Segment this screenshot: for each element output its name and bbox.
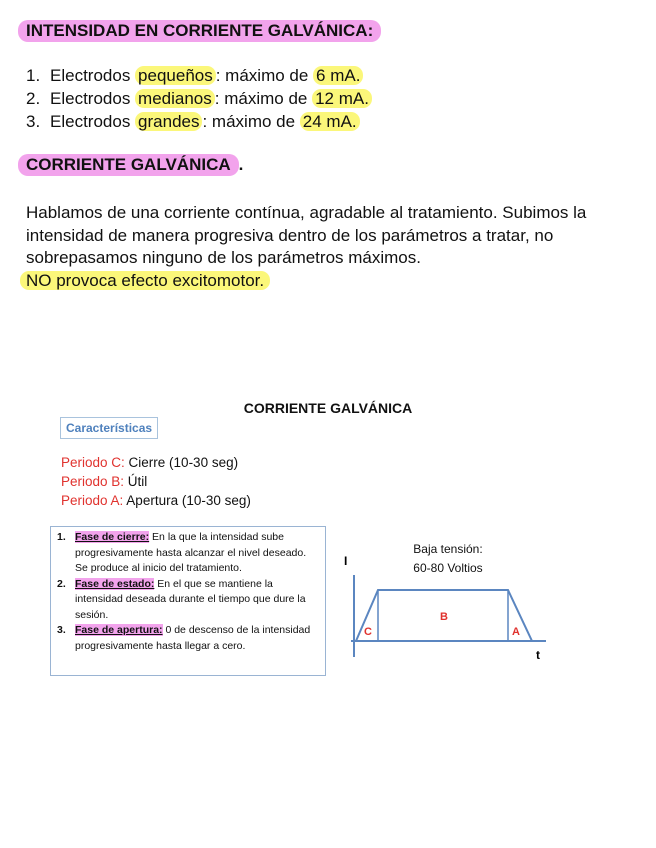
label-b: B xyxy=(440,611,448,623)
section-title-intensity: INTENSIDAD EN CORRIENTE GALVÁNICA: xyxy=(18,21,381,41)
phases-box xyxy=(50,526,326,676)
characteristics-label: Características xyxy=(60,417,158,439)
list-item: 1. Fase de cierre: En la que la intensidad sube progresivamente hasta alcanzar el nivel deseado. Se produce al inicio del tratamiento. xyxy=(57,531,307,574)
label-a: A xyxy=(512,626,520,638)
list-item: 3. Electrodos grandes : máximo de 24 mA. xyxy=(26,110,372,133)
slide-title: CORRIENTE GALVÁNICA xyxy=(243,400,413,416)
y-axis-label: I xyxy=(344,554,348,568)
note-text: NO provoca efecto excitomotor. xyxy=(20,271,270,290)
list-item: 3. Fase de apertura: 0 de descenso de la intensidad progresivamente hasta llegar a cero. xyxy=(57,624,311,652)
description-text: Hablamos de una corriente contínua, agradable al tratamiento. Subimos la intensidad de manera progresiva dentro de los parámetros a tratar, no sobrepasamos ninguno de los parámetros máximos. xyxy=(26,203,587,267)
period-b: Periodo B: Útil xyxy=(61,474,148,489)
section-title-galvanic: CORRIENTE GALVÁNICA . xyxy=(18,155,243,175)
period-c: Periodo C: Cierre (10-30 seg) xyxy=(61,455,239,470)
label-c: C xyxy=(364,626,372,638)
description-paragraph xyxy=(26,202,606,292)
list-item: 2. Fase de estado: En el que se mantiene la intensidad deseada durante el tiempo que dure la sesión. xyxy=(57,577,306,621)
voltage-range-label: 60-80 Voltios xyxy=(413,561,483,575)
electrode-limits-list xyxy=(26,64,372,133)
low-voltage-label: Baja tensión: xyxy=(413,542,483,556)
period-a: Periodo A: Apertura (10-30 seg) xyxy=(61,493,251,508)
list-item: 2. Electrodos medianos : máximo de 12 mA. xyxy=(26,87,372,110)
trapezoid-graph xyxy=(336,535,556,665)
list-item: 1. Electrodos pequeños : máximo de 6 mA. xyxy=(26,64,372,87)
x-axis-label: t xyxy=(536,648,540,662)
galvanic-slide xyxy=(0,385,656,685)
